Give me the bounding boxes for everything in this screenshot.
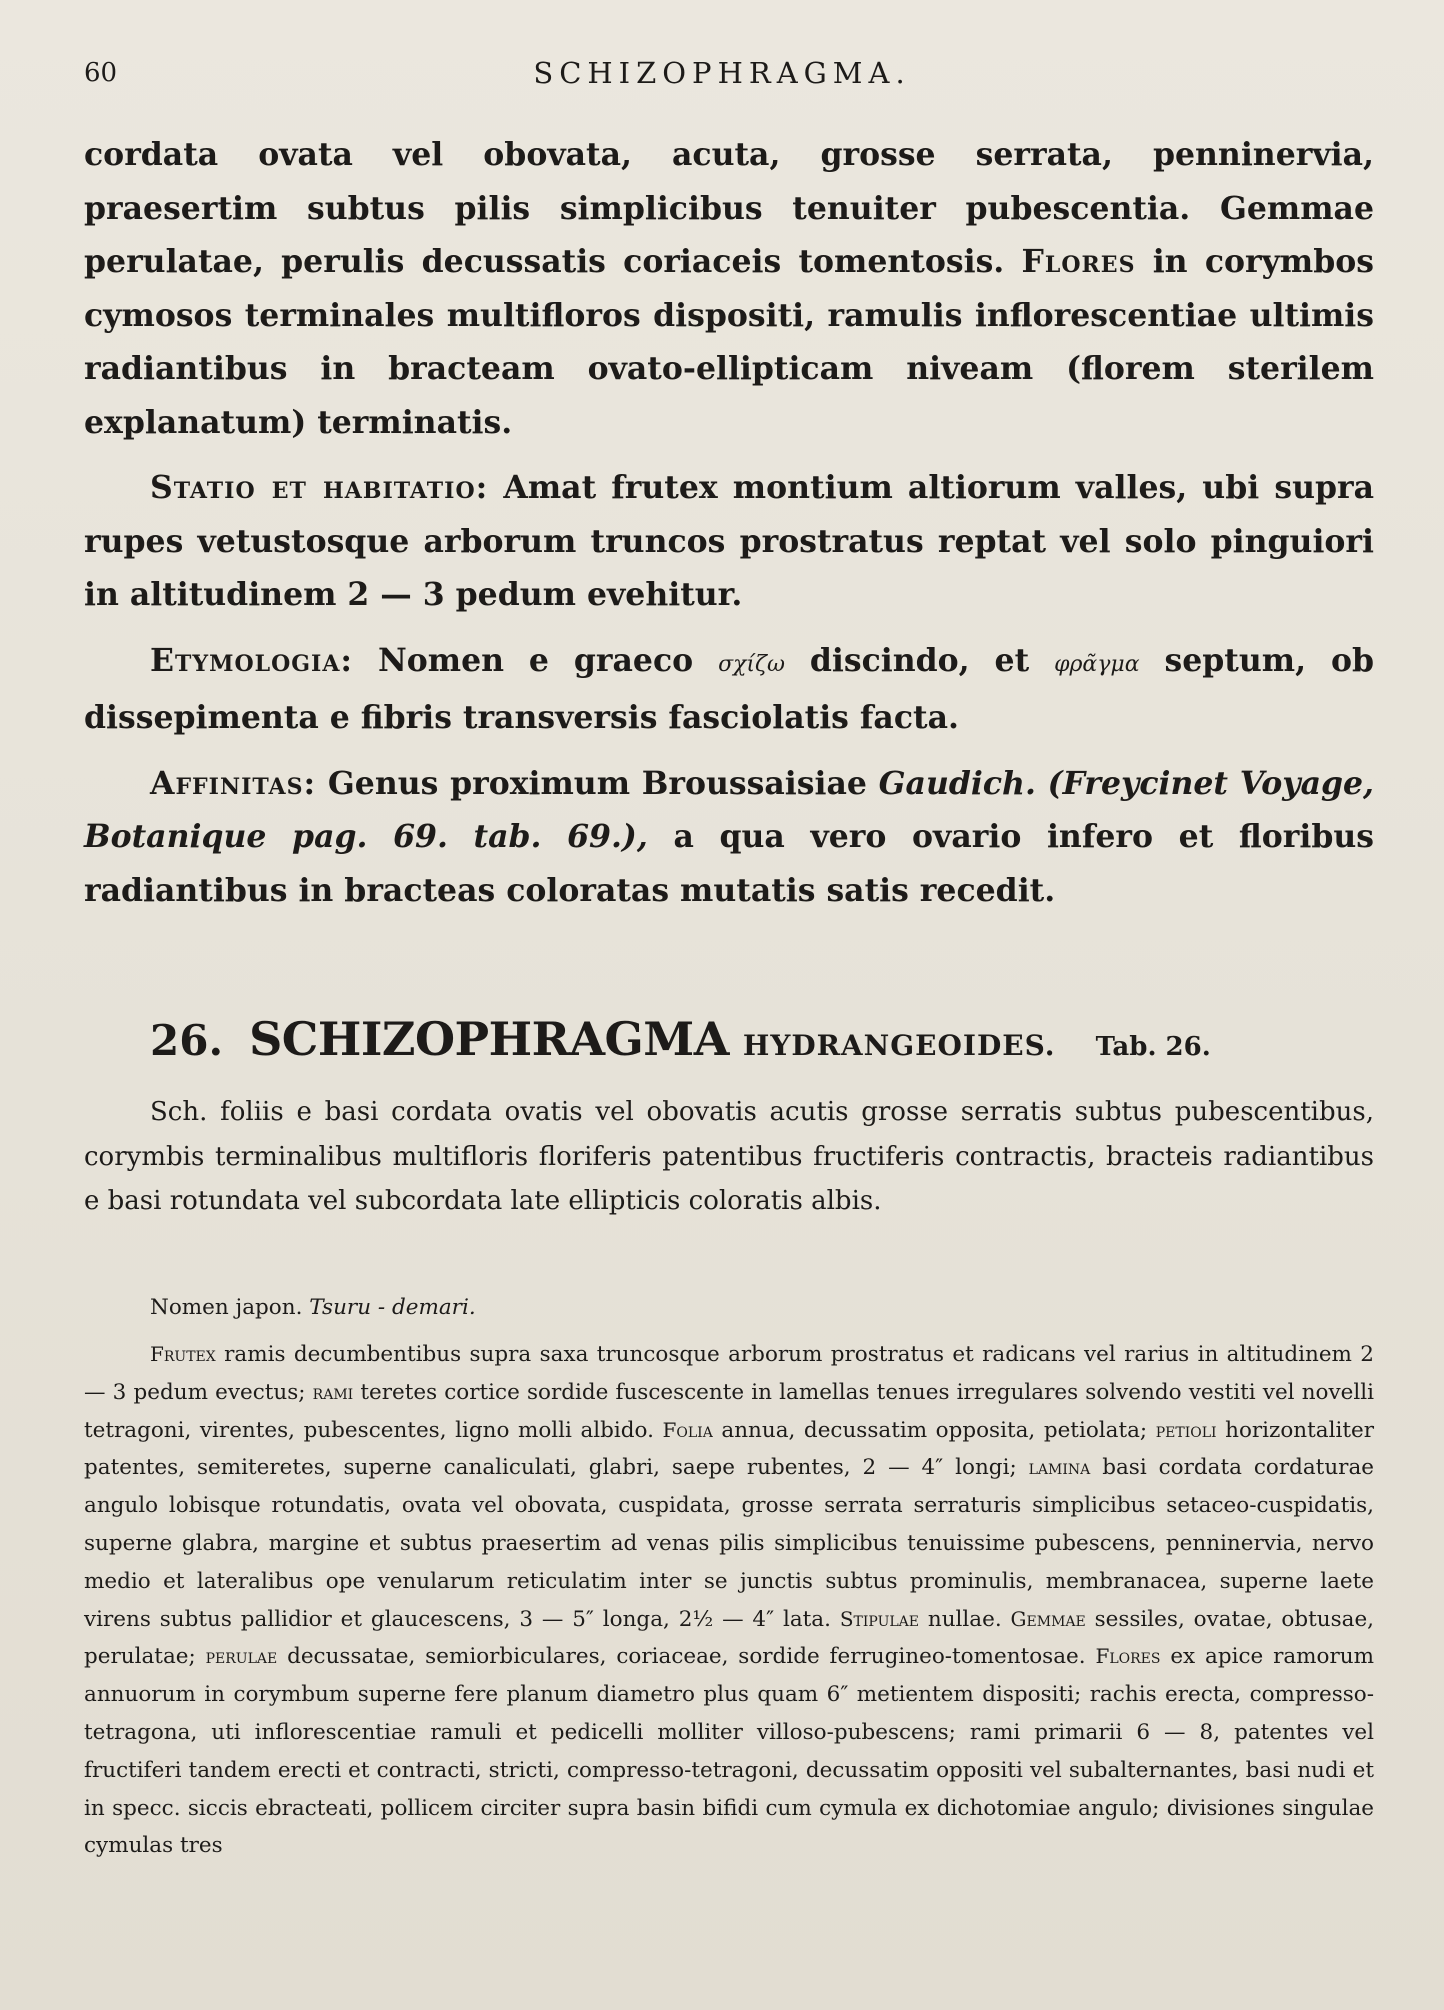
- species-heading: [150, 1012, 1384, 1072]
- affinitas-text-1: Genus proximum Broussaisiae: [327, 764, 867, 802]
- etymologia-text-1: Nomen e graeco: [377, 641, 694, 679]
- label-lamina: lamina: [1028, 1455, 1091, 1480]
- description-text: cordata ovata vel obovata, acuta, grosse serrata, penninervia, praesertim subtus pilis simplicibus tenuiter pubescentia. Gemmae perulatae, perulis decussatis coriaceis tomentosis.: [84, 136, 1374, 280]
- affinitas-text-2: a qua vero ovario infero et floribus radiantibus in bracteas coloratas mutatis satis recedit.: [84, 818, 1375, 909]
- label-flores: Flores: [1095, 1644, 1161, 1669]
- label-petioli: petioli: [1155, 1417, 1217, 1442]
- species-epithet: HYDRANGEOIDES.: [742, 1029, 1056, 1062]
- label-stipulae: Stipulae: [839, 1606, 919, 1631]
- running-head: [84, 52, 1360, 102]
- species-genus: SCHIZOPHRAGMA: [249, 1012, 729, 1066]
- flores-label: Flores: [1021, 243, 1136, 280]
- running-title: SCHIZOPHRAGMA.: [533, 56, 911, 90]
- text-perulae: decussatae, semiorbiculares, coriaceae, sordide ferrugineo-tomentosae.: [287, 1644, 1086, 1670]
- label-folia: Folia: [662, 1417, 713, 1442]
- affinitas-citation: (Freycinet Voyage, Botanique pag. 69. tab. 69.),: [84, 764, 1375, 855]
- label-perulae: perulae: [205, 1644, 278, 1669]
- text-petioli: horizontaliter patentes, semiteretes, superne canaliculati, glabri, saepe rubentes, 2 — 4″ longi;: [84, 1417, 1375, 1481]
- etymologia-text-3: septum, ob dissepimenta e fibris transversis fasciolatis facta.: [84, 641, 1374, 736]
- greek-word-schizo: σχίζω: [718, 651, 785, 677]
- greek-word-phragma: φρᾶγμα: [1054, 651, 1140, 677]
- text-rami: teretes cortice sordide fuscescente in lamellas tenues irregulares solvendo vestiti vel novelli tetragoni, virentes, pubescentes, ligno molli albido.: [84, 1379, 1374, 1443]
- text-frutex: ramis decumbentibus supra saxa truncosque arborum prostratus et radicans vel rarius in altitudinem 2 — 3 pedum evectus;: [84, 1342, 1374, 1405]
- description-paragraph: [84, 128, 1374, 449]
- vernacular-name: [84, 1290, 1374, 1326]
- species-number: 26.: [150, 1016, 224, 1065]
- label-frutex: Frutex: [150, 1342, 216, 1366]
- text-folia: annua, decussatim opposita, petiolata;: [721, 1417, 1148, 1443]
- flores-text: in corymbos cymosos terminales multifloros dispositi, ramulis inflorescentiae ultimis radiantibus in bracteam ovato-ellipticam niveam (florem sterilem explanatum) terminatis.: [84, 243, 1375, 441]
- text-stipulae: nullae.: [927, 1606, 1002, 1632]
- etymologia-paragraph: [84, 634, 1374, 745]
- description-body: [84, 1336, 1374, 1865]
- genus-description: [84, 128, 1374, 917]
- affinitas-author: Gaudich.: [878, 764, 1036, 802]
- nomen-label: Nomen japon.: [150, 1295, 303, 1320]
- text-flores: ex apice ramorum annuorum in corymbum superne fere planum diametro plus quam 6″ metientem dispositi; rachis erecta, compresso-tetragona, uti inflorescentiae ramuli et pedicelli molliter villoso-pubescens; rami primarii 6 — 8, patentes vel fructiferi tandem erecti et contracti, stricti, compresso-tetragoni, decussatim oppositi vel subalternantes, basi nudi et in specc. siccis ebracteati, pollicem circiter supra basin bifidi cum cymula ex dichotomiae angulo; divisiones singulae cymulas tres: [84, 1644, 1375, 1859]
- text-lamina: basi cordata cordaturae angulo lobisque rotundatis, ovata vel obovata, cuspidata, grosse serrata serraturis simplicibus setaceo-cuspidatis, superne glabra, margine et subtus praesertim ad venas pilis simplicibus tenuissime pubescens, penninervia, nervo medio et lateralibus ope venularum reticulatim inter se junctis subtus prominulis, membranacea, superne laete virens subtus pallidior et glaucescens, 3 — 5″ longa, 2½ — 4″ lata.: [84, 1455, 1374, 1632]
- vernacular-line: [84, 1290, 1374, 1326]
- species-description: [84, 1336, 1374, 1865]
- affinitas-label: Affinitas:: [150, 764, 317, 802]
- etymologia-label: Etymologia:: [150, 641, 354, 679]
- statio-label: Statio et habitatio:: [150, 469, 489, 506]
- etymologia-text-2: discindo, et: [809, 641, 1030, 679]
- page-number: 60: [84, 58, 118, 88]
- plate-reference: Tab. 26.: [1095, 1032, 1211, 1062]
- statio-paragraph: [84, 461, 1374, 622]
- affinitas-paragraph: [84, 757, 1374, 918]
- label-gemmae: Gemmae: [1010, 1606, 1086, 1631]
- species-diagnosis-block: [84, 1090, 1374, 1224]
- label-rami: rami: [312, 1379, 354, 1404]
- species-diagnosis: Sch. foliis e basi cordata ovatis vel obovatis acutis grosse serratis subtus pubescentibus, corymbis terminalibus multifloris floriferis patentibus fructiferis contractis, bracteis radiantibus e basi rotundata vel subcordata late ellipticis coloratis albis.: [84, 1097, 1374, 1216]
- text-gemmae: sessiles, ovatae, obtusae, perulatae;: [84, 1606, 1375, 1670]
- nomen-value: Tsuru - demari.: [309, 1295, 476, 1320]
- statio-text: Amat frutex montium altiorum valles, ubi supra rupes vetustosque arborum truncos prostratus reptat vel solo pinguiori in altitudinem 2 — 3 pedum evehitur.: [84, 469, 1375, 613]
